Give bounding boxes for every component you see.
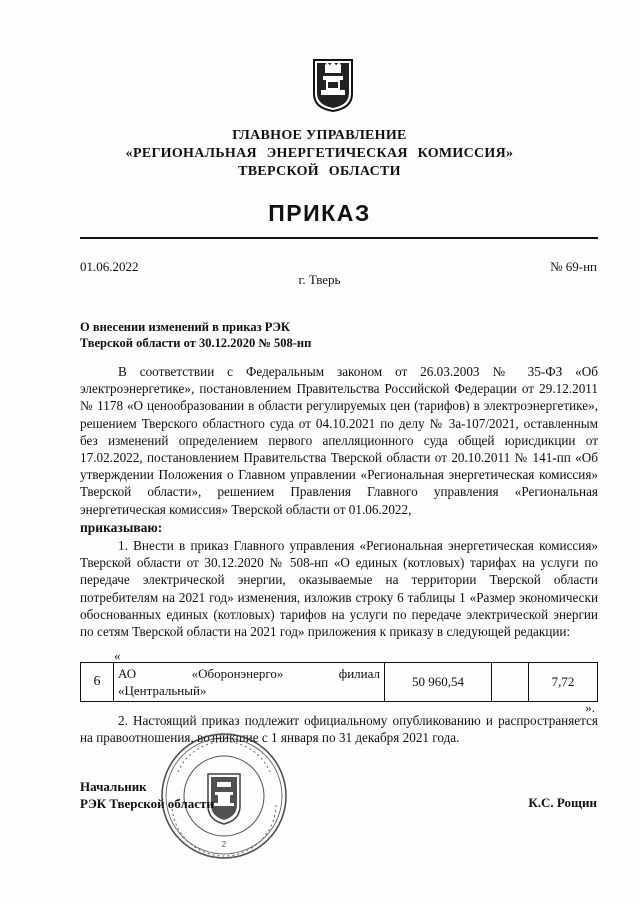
org-header-line3: ТВЕРСКОЙ ОБЛАСТИ <box>238 164 401 179</box>
order-number: № 69-нп <box>550 259 597 274</box>
row-number-cell: 6 <box>81 663 114 702</box>
signatory-position-line2: РЭК Тверской области <box>80 796 214 811</box>
subject-line1: О внесении изменений в приказ РЭК <box>80 320 290 334</box>
tariff-table <box>80 662 598 702</box>
org-name-line2: «Центральный» <box>118 683 207 698</box>
organization-cell <box>114 663 385 702</box>
document-type-title: ПРИКАЗ <box>268 200 371 226</box>
quote-close-mark: ». <box>585 700 595 715</box>
seal-number: 2 <box>221 840 227 849</box>
signatory-position-line1: Начальник <box>80 779 147 794</box>
order-subject <box>80 319 380 351</box>
subject-line2: Тверской области от 30.12.2020 № 508-нп <box>80 336 312 350</box>
org-name-part2: «Оборонэнерго» <box>191 666 284 681</box>
tariff-rate-cell: 7,72 <box>529 663 598 702</box>
org-header-line2: «РЕГИОНАЛЬНАЯ ЭНЕРГЕТИЧЕСКАЯ КОМИССИЯ» <box>125 146 514 161</box>
header-divider <box>80 237 598 239</box>
order-date: 01.06.2022 <box>80 259 139 274</box>
tariff-value-cell: 50 960,54 <box>385 663 492 702</box>
org-name-part3: филиал <box>338 666 380 681</box>
org-name-part1: АО <box>118 666 137 681</box>
tver-coat-of-arms-icon <box>312 58 354 112</box>
preamble-paragraph: В соответствии с Федеральным законом от 26.03.2003 № 35-ФЗ «Об электроэнергетике», постановлением Правительства Российской Федерации от 29.12.2011 № 1178 «О ценообразовании в области регулируемых цен (тарифов) в электроэнергетике», решением Тверского областного суда от 04.10.2021 по делу № 3а-107/2021, оставленным без изменений определением первого апелляционного суда общей юрисдикции от 17.02.2022, постановлением Правительства Тверской области от 20.10.2011 № 141-пп «Об утверждении Положения о Главном управлении «Региональная энергетическая комиссия» Тверской области», решением Правления Главного управления «Региональная энергетическая комиссия» Тверской области от 01.06.2022, <box>80 364 598 517</box>
quote-open-mark: « <box>114 648 121 663</box>
signatory-name: К.С. Рощин <box>528 795 597 810</box>
order-city: г. Тверь <box>298 272 341 287</box>
order-keyword: приказываю: <box>80 520 163 535</box>
empty-cell <box>492 663 529 702</box>
item-2-paragraph: 2. Настоящий приказ подлежит официальному опубликованию и распространяется на правоотношения, возникшие с 1 января по 31 декабря 2021 года. <box>80 713 598 746</box>
org-header-line1: ГЛАВНОЕ УПРАВЛЕНИЕ <box>232 128 407 143</box>
signatory-position <box>80 778 214 812</box>
item-1-paragraph: 1. Внести в приказ Главного управления «Региональная энергетическая комиссия» Тверской области от 30.12.2020 № 508-нп «О единых (котловых) тарифах на услуги по передаче электрической энергии, оказываемые на территории Тверской области потребителям на 2021 год» изменения, изложив строку 6 таблицы 1 «Размер экономически обоснованных единых (котловых) тарифов на услуги по передаче электрической энергии по сетям Тверской области на 2021 год» приложения к приказу в следующей редакции: <box>80 538 598 640</box>
table-row <box>81 663 598 702</box>
